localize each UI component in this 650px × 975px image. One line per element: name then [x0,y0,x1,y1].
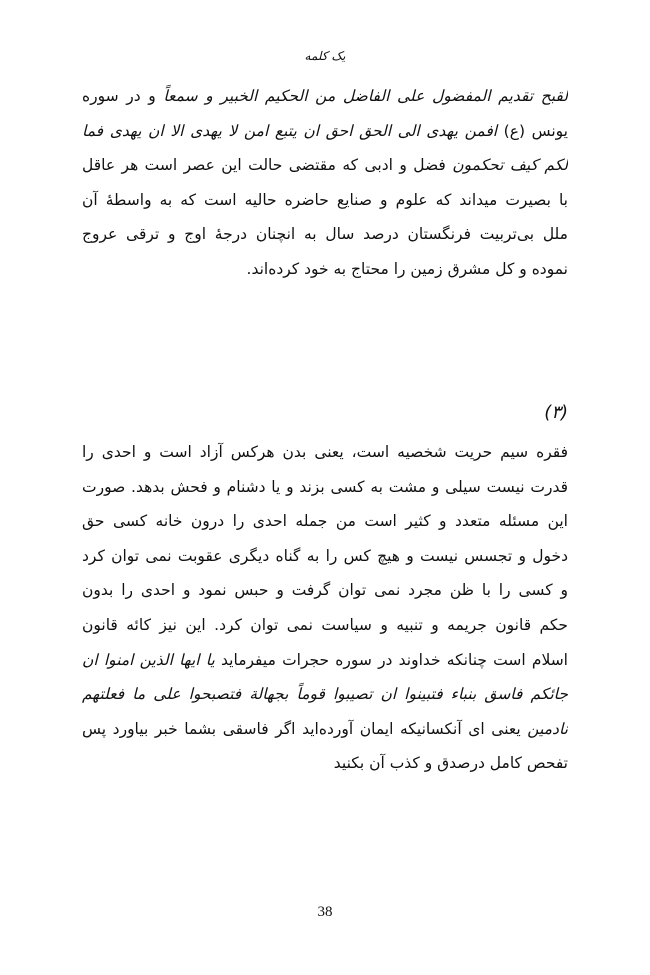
line-text: با بصیرت میداند که علوم و صنایع حاضره حالیه است که به واسطهٔ آن [82,190,568,209]
line-text: فضل و ادبی که مقتضی حالت این عصر است هر عاقل [82,156,453,175]
line-text: این مسئله متعدد و کثیر است من جمله احدی را درون خانه کسی حق [82,512,568,531]
text-line [82,608,568,643]
line-text: یونس (ع) [497,121,568,140]
line-text: و در سوره [82,87,164,105]
paragraph-1 [82,79,568,287]
text-line [82,470,568,505]
text-line [82,79,568,114]
text-line [82,712,568,747]
quoted-verse: لقبح تقدیم المفضول علی الفاضل من الحکیم الخبیر و سمعاً [163,87,568,105]
line-text: ملل بی‌تربیت فرنگستان درصد سال به انچنان درجهٔ اوج و ترقی عروج [82,225,568,244]
text-line [82,148,568,183]
text-line [82,114,568,149]
text-line [82,746,568,781]
text-line [82,183,568,218]
quoted-verse: جائکم فاسق بنباء فتبینوا ان تصیبوا قوماً بجهالة فتصبحوا علی ما فعلتهم [82,685,568,704]
page-number: 38 [317,904,333,920]
line-text: حکم قانون جریمه و تنبیه و سیاست نمی توان کرد. این نیز کائه قانون [82,615,568,634]
text-line [82,643,568,678]
section-number: (۳) [544,402,568,423]
line-text: نموده و کل مشرق زمین را محتاج به خود کرده‌اند. [246,259,568,278]
paragraph-2 [82,435,568,781]
line-text: اسلام است چنانکه خداوند در سوره حجرات میفرماید [214,650,568,669]
line-text: قدرت نیست سیلی و مشت به کسی بزند و یا دشنام و فحش بدهد. صورت [82,477,568,496]
text-line [82,252,568,287]
running-header: یک کلمه [304,49,346,63]
quoted-verse: نادمین [527,719,568,738]
text-line [82,435,568,470]
text-line [82,504,568,539]
line-text: دخول و تجسس نیست و هیچ کس را به گناه دیگری عقوبت نمی توان کرد [82,546,568,565]
text-line [82,217,568,252]
quoted-verse: لکم کیف تحکمون [452,156,568,175]
line-text: و کسی را با ظن مجرد نمی توان گرفت و حبس نمود و احدی را بدون [82,581,568,600]
line-text: فقره سیم حریت شخصیه است، یعنی بدن هرکس آزاد است و احدی را [82,443,568,461]
line-text: تفحص کامل درصدق و کذب آن بکنید [333,754,568,773]
quoted-verse: یا ایها الذین امنوا ان [82,650,215,669]
text-line [82,539,568,574]
quoted-verse: افمن یهدی الی الحق احق ان یتبع امن لا یهدی الا ان یهدی فما [82,121,498,140]
line-text: یعنی ای آنکسانیکه ایمان آورده‌اید اگر فاسقی بشما خبر بیاورد پس [82,719,528,738]
text-line [82,677,568,712]
text-line [82,573,568,608]
